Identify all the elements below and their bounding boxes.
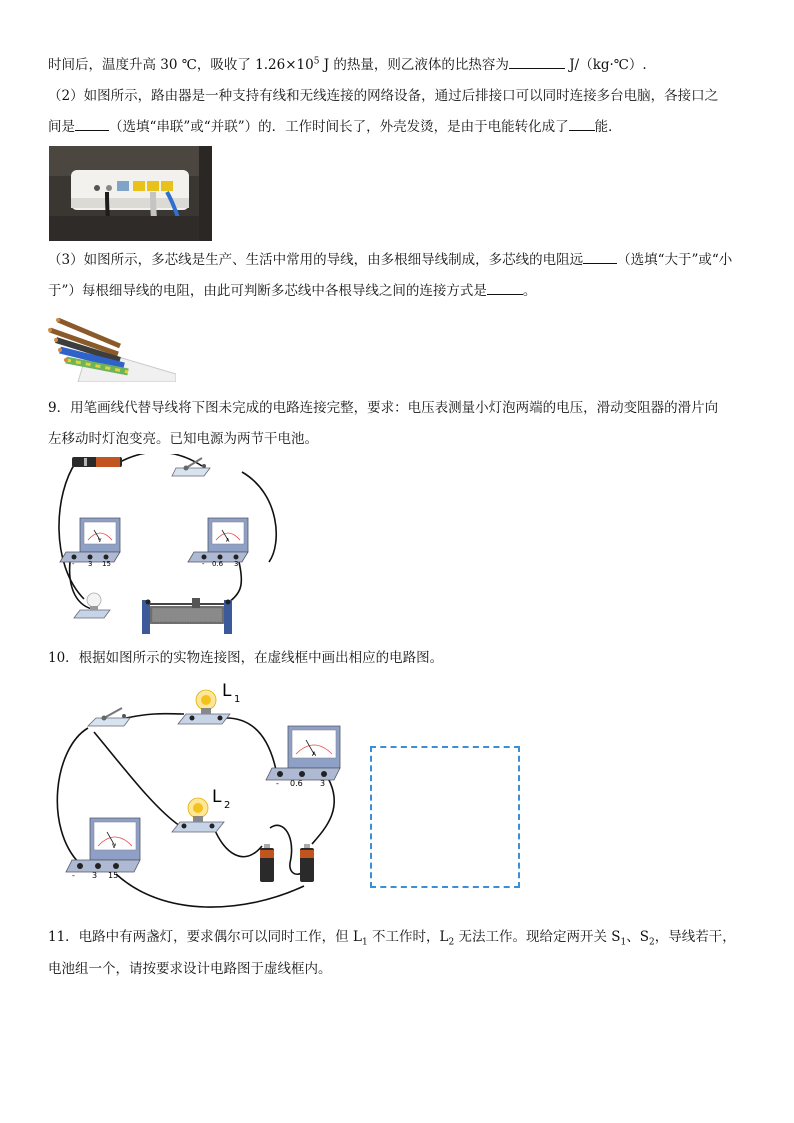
switch (88, 708, 130, 726)
ammeter-terminal-label: - (276, 779, 279, 788)
ammeter-letter: A (312, 751, 317, 758)
voltmeter-terminal-label: 3 (88, 560, 93, 568)
q11-line2: 电池组一个，请按要求设计电路图于虚线框内。 (48, 961, 332, 977)
wire (94, 732, 180, 826)
q8-part2-line1: （2）如图所示，路由器是一种支持有线和无线连接的网络设备，通过后排接口可以同时连接多台电脑，各接口之 (48, 88, 719, 104)
q9-circuit-figure (44, 454, 284, 644)
wire (226, 718, 276, 770)
wire (214, 828, 262, 857)
q10-line1: 10．根据如图所示的实物连接图，在虚线框中画出相应的电路图。 (48, 650, 444, 666)
ammeter-terminal-label: - (202, 560, 205, 568)
light-bulb (74, 593, 110, 618)
voltmeter-terminal-label: - (72, 560, 75, 568)
lamp-l2 (172, 787, 230, 832)
ammeter-terminal-label: 0.6 (290, 779, 303, 788)
wire (116, 874, 304, 907)
answer-blank[interactable] (569, 116, 595, 131)
ammeter (188, 518, 248, 568)
wire (57, 728, 88, 864)
lamp-l2-subscript: 2 (224, 800, 231, 811)
ammeter-letter: A (226, 538, 230, 544)
voltmeter-terminal-label: - (72, 871, 75, 880)
multicore-cable-image (48, 316, 176, 382)
answer-blank[interactable] (487, 280, 523, 295)
q9-line1: 9．用笔画线代替导线将下图未完成的电路连接完整，要求：电压表测量小灯泡两端的电压，滑动变阻器的滑片向 (48, 400, 719, 416)
lamp-l1-subscript: 1 (234, 694, 241, 705)
voltmeter-letter: V (98, 538, 102, 544)
battery-1 (260, 844, 274, 882)
q11-line1: 11．电路中有两盏灯，要求偶尔可以同时工作，但 $L_1$ 不工作时，$L_2$ 无法工作。现给定两开关 $S_1$、$S_2$，导线若干， (48, 929, 736, 948)
q10-circuit-figure (44, 678, 354, 914)
wire (120, 454, 202, 466)
dashed-answer-frame[interactable] (370, 746, 520, 888)
q8-part2-line2: 间是 （选填“串联”或“并联”）的．工作时间长了，外壳发烫，是由于电能转化成了 能． (48, 112, 748, 142)
voltmeter-letter: V (112, 843, 117, 850)
answer-blank[interactable] (509, 54, 565, 69)
lamp-l2-label: L (212, 787, 222, 807)
battery-pack (72, 457, 122, 467)
voltmeter-terminal-label: 15 (108, 871, 119, 880)
voltmeter-terminal-label: 3 (92, 871, 98, 880)
switch (172, 458, 210, 476)
q8-part3-line2: 于”）每根细导线的电阻，由此可判断多芯线中各根导线之间的连接方式是 。 (48, 276, 748, 306)
q8-line1: 时间后，温度升高 30 ℃，吸收了 $1.26\times 10^5$ J 的热量，则乙液体的比热容为 J/（kg·℃）. (48, 50, 748, 80)
sliding-rheostat (142, 598, 232, 634)
lamp-l1-label: L (222, 681, 232, 701)
ammeter-terminal-label: 0.6 (212, 560, 224, 568)
ammeter-terminal-label: 3 (320, 779, 326, 788)
answer-blank[interactable] (583, 249, 617, 264)
battery-2 (300, 844, 314, 882)
q9-line2: 左移动时灯泡变亮。已知电源为两节干电池。 (48, 431, 318, 447)
ammeter-terminal-label: 3 (234, 560, 239, 568)
router-photo (49, 146, 212, 241)
wire (126, 714, 184, 718)
voltmeter (66, 818, 140, 880)
wire (226, 562, 241, 604)
ammeter (266, 726, 340, 788)
voltmeter-terminal-label: 15 (102, 560, 111, 568)
voltmeter (60, 518, 120, 568)
answer-blank[interactable] (75, 116, 109, 131)
q8-part3-line1: （3）如图所示，多芯线是生产、生活中常用的导线，由多根细导线制成，多芯线的电阻远 （选填“大于”或“小 (48, 245, 748, 275)
